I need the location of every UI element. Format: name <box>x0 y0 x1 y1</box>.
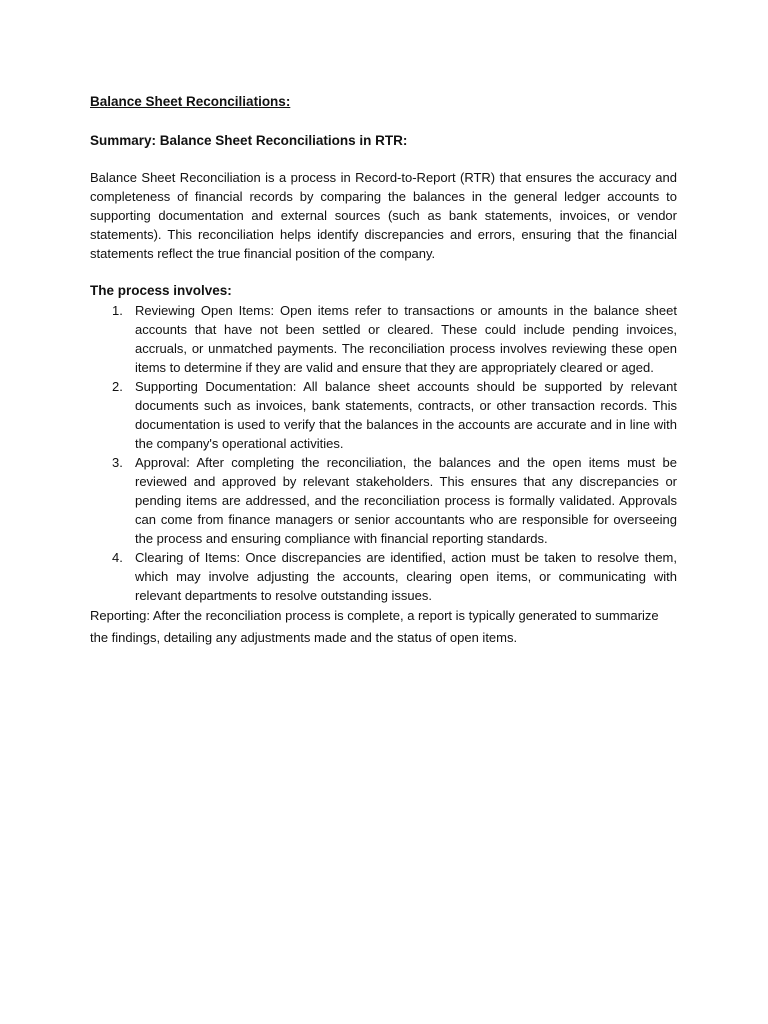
reporting-paragraph: Reporting: After the reconciliation process is complete, a report is typically generated to summarize the findings, detailing any adjustments made and the status of open items. <box>90 608 659 645</box>
intro-paragraph: Balance Sheet Reconciliation is a process in Record-to-Report (RTR) that ensures the accuracy and completeness of financial records by comparing the balances in the general ledger accounts to supporting documentation and external sources (such as bank statements, invoices, or vendor statements). This reconciliation helps identify discrepancies and errors, ensuring that the financial statements reflect the true financial position of the company. <box>90 170 677 261</box>
document-page <box>90 92 677 649</box>
process-step-4 <box>90 548 677 605</box>
step-number: 4. <box>112 550 123 565</box>
step-number: 1. <box>112 303 123 318</box>
step-text: Reviewing Open Items: Open items refer to transactions or amounts in the balance sheet accounts that have not been settled or cleared. These could include pending invoices, accruals, or unmatched payments. The reconciliation process involves reviewing these open items to determine if they are valid and ensure that they are appropriately cleared or aged. <box>135 303 677 375</box>
process-step-2 <box>90 377 677 453</box>
step-number: 2. <box>112 379 123 394</box>
process-heading: The process involves: <box>90 283 232 298</box>
summary-heading: Summary: Balance Sheet Reconciliations in RTR: <box>90 133 408 148</box>
process-steps-list <box>90 301 677 605</box>
step-text: Clearing of Items: Once discrepancies are identified, action must be taken to resolve them, which may involve adjusting the accounts, clearing open items, or communicating with relevant departments to resolve outstanding issues. <box>135 550 677 603</box>
process-step-3 <box>90 453 677 548</box>
document-title: Balance Sheet Reconciliations: <box>90 94 291 109</box>
step-text: Supporting Documentation: All balance sheet accounts should be supported by relevant documents such as invoices, bank statements, contracts, or other transaction records. This documentation is used to verify that the balances in the accounts are accurate and in line with the company's operational activities. <box>135 379 677 451</box>
process-step-1 <box>90 301 677 377</box>
step-number: 3. <box>112 455 123 470</box>
step-text: Approval: After completing the reconciliation, the balances and the open items must be reviewed and approved by relevant stakeholders. This ensures that any discrepancies or pending items are addressed, and the reconciliation process is formally validated. Approvals can come from finance managers or senior accountants who are responsible for overseeing the process and ensuring compliance with financial reporting standards. <box>135 455 677 546</box>
